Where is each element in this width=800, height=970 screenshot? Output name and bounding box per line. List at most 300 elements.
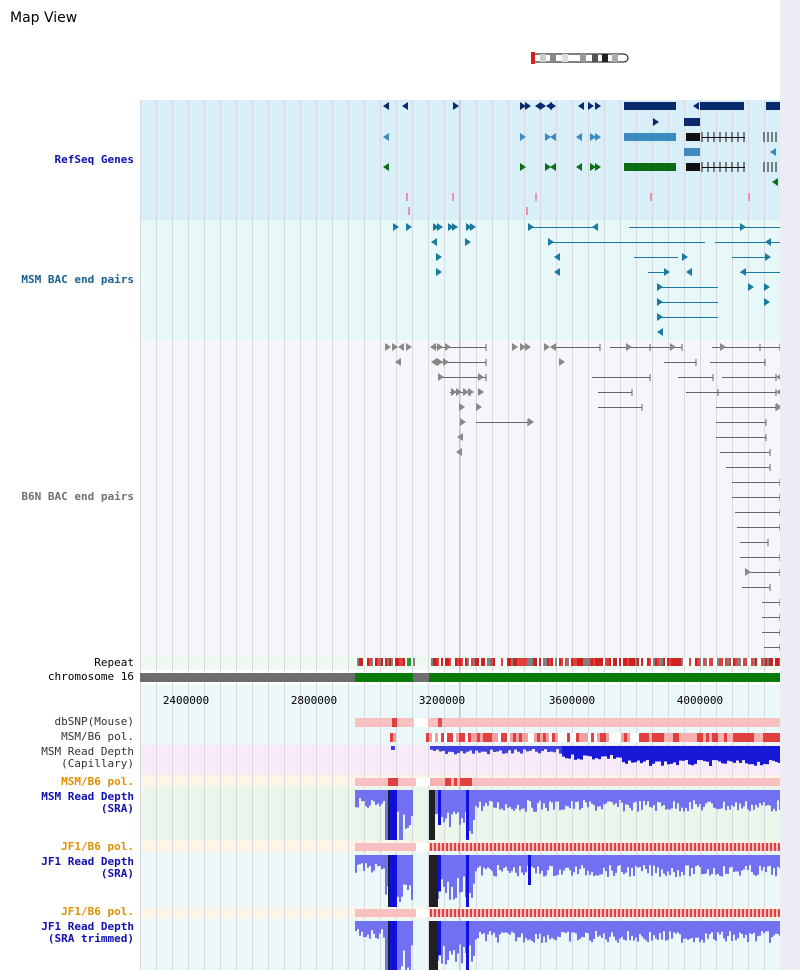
track-label-refseq[interactable]: RefSeq Genes xyxy=(54,153,134,166)
depth-bar xyxy=(765,855,767,872)
depth-bar xyxy=(433,746,436,751)
depth-bar xyxy=(635,855,637,866)
depth-bar xyxy=(497,855,499,865)
depth-bar xyxy=(603,855,605,868)
repeat-element xyxy=(513,658,515,666)
depth-bar xyxy=(719,921,721,935)
depth-bar xyxy=(635,790,637,802)
pol-cell xyxy=(510,733,513,742)
pol-cell xyxy=(588,733,591,742)
depth-bar xyxy=(491,790,493,801)
depth-bar xyxy=(631,855,633,868)
depth-bar xyxy=(699,790,701,804)
repeat-element xyxy=(527,658,529,666)
depth-bar xyxy=(493,746,496,752)
repeat-element xyxy=(477,658,479,666)
track-label-jf1-pol-1[interactable]: JF1/B6 pol. xyxy=(61,840,134,853)
depth-bar xyxy=(742,746,745,760)
depth-bar xyxy=(379,921,381,934)
pol-cell xyxy=(626,909,628,917)
repeat-element xyxy=(453,658,455,666)
pol-cell xyxy=(486,843,488,851)
repeat-element xyxy=(391,658,393,666)
depth-bar xyxy=(538,746,541,753)
depth-bar xyxy=(565,746,568,758)
repeat-element xyxy=(623,658,625,666)
pol-cell xyxy=(750,843,752,851)
pol-cell xyxy=(426,733,429,742)
repeat-element xyxy=(703,658,705,666)
pol-cell xyxy=(769,733,772,742)
depth-bar xyxy=(517,855,519,876)
pol-cell xyxy=(486,733,489,742)
depth-bar xyxy=(695,790,697,804)
depth-bar xyxy=(403,790,405,815)
pol-cell xyxy=(534,733,537,742)
depth-bar xyxy=(683,790,685,812)
pol-cell xyxy=(658,733,661,742)
repeat-element xyxy=(665,658,667,666)
repeat-element xyxy=(411,658,413,666)
pol-cell xyxy=(746,909,748,917)
depth-bar xyxy=(545,855,547,876)
pol-cell xyxy=(393,733,396,742)
depth-bar xyxy=(715,790,717,809)
pol-cell xyxy=(706,733,709,742)
depth-bar xyxy=(397,790,399,812)
pol-cell xyxy=(477,733,480,742)
pol-cell xyxy=(666,909,668,917)
depth-bar xyxy=(628,746,631,761)
depth-bar xyxy=(369,790,371,806)
depth-bar xyxy=(403,855,405,884)
depth-bar xyxy=(766,746,769,764)
depth-bar xyxy=(565,855,567,868)
genome-plot-svg[interactable] xyxy=(140,0,780,970)
depth-bar xyxy=(775,855,777,876)
depth-bar xyxy=(659,855,661,877)
pol-cell xyxy=(698,909,700,917)
repeat-element xyxy=(655,658,657,666)
depth-bar xyxy=(541,790,543,809)
pol-cell xyxy=(658,909,660,917)
depth-bar xyxy=(693,921,695,942)
depth-bar xyxy=(365,790,367,806)
pol-cell xyxy=(554,909,556,917)
pol-cell xyxy=(528,733,531,742)
depth-bar xyxy=(639,921,641,934)
depth-bar xyxy=(575,790,577,802)
depth-bar xyxy=(553,921,555,939)
depth-bar xyxy=(641,921,643,936)
depth-bar xyxy=(611,921,613,932)
repeat-element xyxy=(613,658,615,666)
depth-bar xyxy=(723,855,725,866)
pol-cell xyxy=(436,778,439,786)
depth-bar xyxy=(507,921,509,933)
repeat-element xyxy=(565,658,567,666)
axis-tick-label: 2800000 xyxy=(290,694,338,707)
track-label-msm-bac[interactable]: MSM BAC end pairs xyxy=(21,273,134,286)
depth-bar xyxy=(589,790,591,801)
depth-bar xyxy=(371,921,373,930)
depth-bar xyxy=(361,790,363,801)
depth-bar xyxy=(471,921,473,962)
repeat-element xyxy=(689,658,691,666)
depth-bar xyxy=(569,790,571,808)
pol-cell xyxy=(504,733,507,742)
repeat-element xyxy=(751,658,753,666)
track-label-b6n-bac[interactable]: B6N BAC end pairs xyxy=(21,490,134,503)
depth-bar xyxy=(385,790,387,840)
depth-bar xyxy=(607,855,609,877)
depth-bar xyxy=(651,921,653,941)
depth-bar xyxy=(517,790,519,805)
pol-cell xyxy=(691,733,694,742)
depth-bar xyxy=(669,921,671,931)
depth-bar xyxy=(401,790,403,840)
depth-bar xyxy=(621,855,623,872)
depth-bar xyxy=(681,855,683,872)
depth-bar xyxy=(457,790,459,812)
pol-cell xyxy=(474,909,476,917)
pol-cell xyxy=(482,909,484,917)
depth-bar xyxy=(747,921,749,942)
pol-cell xyxy=(576,733,579,742)
depth-bar xyxy=(703,921,705,943)
depth-bar xyxy=(633,790,635,803)
pol-cell xyxy=(706,843,708,851)
depth-bar xyxy=(357,921,359,929)
depth-bar xyxy=(553,855,555,876)
track-label-msm-depth-sra-1[interactable]: MSM Read Depth xyxy=(41,790,134,803)
repeat-element xyxy=(749,658,751,666)
repeat-element xyxy=(609,658,611,666)
track-label-msm-depth-cap-1[interactable]: MSM Read Depth xyxy=(41,745,134,758)
repeat-element xyxy=(367,658,369,666)
pol-cell xyxy=(469,778,472,786)
pol-cell xyxy=(758,909,760,917)
repeat-element xyxy=(533,658,535,666)
depth-peak xyxy=(466,790,469,840)
pol-cell xyxy=(441,733,444,742)
pol-cell xyxy=(770,909,772,917)
depth-bar xyxy=(625,921,627,941)
pol-cell xyxy=(586,909,588,917)
depth-bar xyxy=(593,921,595,939)
depth-bar xyxy=(651,790,653,808)
pol-cell xyxy=(594,733,597,742)
track-label-dbsnp[interactable]: dbSNP(Mouse) xyxy=(54,715,134,728)
depth-bar xyxy=(496,746,499,752)
pol-cell xyxy=(519,733,522,742)
genome-plot-area[interactable] xyxy=(140,0,780,970)
depth-bar xyxy=(625,790,627,804)
pol-cell xyxy=(622,843,624,851)
pol-cell xyxy=(614,843,616,851)
depth-bar xyxy=(555,790,557,802)
depth-bar xyxy=(615,855,617,873)
depth-bar xyxy=(591,790,593,804)
depth-bar xyxy=(693,855,695,874)
depth-bar xyxy=(373,790,375,801)
depth-bar xyxy=(737,790,739,810)
repeat-element xyxy=(697,658,699,666)
track-label-jf1-pol-2[interactable]: JF1/B6 pol. xyxy=(61,905,134,918)
depth-bar xyxy=(727,790,729,806)
depth-bar xyxy=(709,790,711,802)
depth-bar xyxy=(385,855,387,895)
depth-bar xyxy=(673,790,675,801)
pol-cell xyxy=(622,909,624,917)
repeat-element xyxy=(563,658,565,666)
repeat-element xyxy=(507,658,509,666)
depth-bar xyxy=(573,790,575,809)
depth-bar xyxy=(515,855,517,873)
depth-bar xyxy=(443,921,445,946)
repeat-element xyxy=(735,658,737,666)
depth-bar xyxy=(511,921,513,932)
repeat-element xyxy=(385,658,387,666)
depth-bar xyxy=(441,790,443,817)
depth-gap-dark xyxy=(429,790,435,840)
repeat-element xyxy=(431,658,433,666)
pol-cell xyxy=(439,778,442,786)
depth-bar xyxy=(637,790,639,812)
depth-bar xyxy=(508,746,511,750)
pol-cell xyxy=(489,733,492,742)
depth-bar xyxy=(657,921,659,940)
repeat-element xyxy=(707,658,709,666)
depth-bar xyxy=(685,746,688,760)
pol-cell xyxy=(546,733,549,742)
repeat-element xyxy=(721,658,723,666)
depth-bar xyxy=(407,921,409,967)
repeat-element xyxy=(403,658,405,666)
pol-cell xyxy=(626,843,628,851)
depth-bar xyxy=(733,790,735,807)
depth-bar xyxy=(369,921,371,939)
depth-bar xyxy=(677,855,679,870)
track-label-jf1-depth-sra-1[interactable]: JF1 Read Depth xyxy=(41,855,134,868)
pol-cell xyxy=(615,733,618,742)
repeat-element xyxy=(399,658,401,666)
pink-tick xyxy=(650,193,652,201)
pol-cell xyxy=(562,909,564,917)
repeat-element xyxy=(541,658,543,666)
depth-bar xyxy=(775,921,777,934)
repeat-element xyxy=(455,658,457,666)
depth-bar xyxy=(473,790,475,820)
depth-bar xyxy=(505,921,507,932)
depth-bar xyxy=(737,921,739,938)
depth-bar xyxy=(381,855,383,869)
depth-bar xyxy=(655,855,657,873)
repeat-element xyxy=(673,658,675,666)
repeat-element xyxy=(551,658,553,666)
depth-bar xyxy=(473,921,475,956)
depth-bar xyxy=(661,746,664,766)
depth-bar xyxy=(739,790,741,804)
repeat-element xyxy=(449,658,451,666)
depth-bar xyxy=(491,855,493,871)
pol-cell xyxy=(612,733,615,742)
repeat-element xyxy=(675,658,677,666)
depth-bar xyxy=(701,921,703,940)
pol-cell xyxy=(537,733,540,742)
depth-peak xyxy=(438,790,441,825)
depth-bar xyxy=(409,921,411,970)
depth-bar xyxy=(691,921,693,938)
depth-bar xyxy=(745,855,747,866)
depth-bar xyxy=(617,921,619,943)
depth-bar xyxy=(761,921,763,931)
pol-cell xyxy=(446,843,448,851)
pol-cell xyxy=(438,843,440,851)
depth-peak xyxy=(390,855,393,907)
depth-bar xyxy=(529,790,531,801)
repeat-element xyxy=(693,658,695,666)
pol-cell xyxy=(609,733,612,742)
depth-bar xyxy=(769,855,771,866)
pol-cell xyxy=(712,733,715,742)
depth-bar xyxy=(503,790,505,810)
depth-bar xyxy=(661,855,663,869)
depth-bar xyxy=(355,855,357,873)
pol-cell xyxy=(679,733,682,742)
pol-cell xyxy=(442,843,444,851)
pol-cell xyxy=(721,733,724,742)
depth-bar xyxy=(571,921,573,933)
depth-bar xyxy=(523,855,525,875)
repeat-element xyxy=(387,658,389,666)
depth-bar xyxy=(739,921,741,933)
pol-cell xyxy=(518,909,520,917)
repeat-element xyxy=(651,658,653,666)
depth-bar xyxy=(697,746,700,760)
track-label-msm-pol-2[interactable]: MSM/B6 pol. xyxy=(61,775,134,788)
depth-bar xyxy=(469,746,472,751)
pol-cell xyxy=(750,909,752,917)
depth-bar xyxy=(575,921,577,933)
depth-bar xyxy=(721,855,723,876)
repeat-element xyxy=(485,658,487,666)
depth-bar xyxy=(673,855,675,872)
depth-bar xyxy=(563,921,565,932)
gene-block xyxy=(684,148,700,156)
repeat-element xyxy=(663,658,665,666)
depth-bar xyxy=(533,855,535,868)
repeat-element xyxy=(483,658,485,666)
track-label-jf1-depth-trim-1[interactable]: JF1 Read Depth xyxy=(41,920,134,933)
depth-bar xyxy=(653,921,655,935)
depth-bar xyxy=(485,790,487,803)
pol-cell xyxy=(718,843,720,851)
repeat-element xyxy=(545,658,547,666)
pol-cell xyxy=(770,843,772,851)
pol-cell xyxy=(594,843,596,851)
depth-bar xyxy=(681,790,683,808)
track-label-msm-pol-1[interactable]: MSM/B6 pol. xyxy=(61,730,134,743)
depth-bar xyxy=(717,921,719,932)
depth-bar xyxy=(595,921,597,931)
pol-cell xyxy=(618,909,620,917)
depth-bar xyxy=(523,790,525,808)
pol-cell xyxy=(561,733,564,742)
pol-cell xyxy=(618,733,621,742)
depth-bar xyxy=(659,790,661,802)
depth-bar xyxy=(737,855,739,872)
pol-cell xyxy=(678,909,680,917)
pol-cell xyxy=(454,909,456,917)
pol-cell xyxy=(518,843,520,851)
depth-bar xyxy=(751,746,754,764)
pol-cell xyxy=(621,733,624,742)
depth-bar xyxy=(499,921,501,934)
depth-bar xyxy=(581,921,583,937)
depth-bar xyxy=(753,921,755,933)
depth-bar xyxy=(687,790,689,811)
gene-block xyxy=(684,118,700,126)
depth-bar xyxy=(503,855,505,868)
depth-bar xyxy=(761,790,763,805)
repeat-element xyxy=(517,658,519,666)
pol-cell xyxy=(465,733,468,742)
repeat-element xyxy=(603,658,605,666)
depth-bar xyxy=(455,921,457,962)
repeat-element xyxy=(405,658,407,666)
depth-bar xyxy=(739,855,741,876)
depth-bar xyxy=(453,921,455,950)
pol-cell xyxy=(686,909,688,917)
depth-bar xyxy=(493,790,495,808)
depth-bar xyxy=(765,790,767,806)
depth-bar xyxy=(523,921,525,942)
depth-bar xyxy=(593,790,595,805)
depth-bar xyxy=(753,790,755,810)
depth-bar xyxy=(701,790,703,810)
depth-bar xyxy=(475,746,478,751)
depth-bar xyxy=(665,790,667,810)
repeat-element xyxy=(631,658,633,666)
pol-cell xyxy=(438,909,440,917)
pol-cell xyxy=(774,843,776,851)
depth-bar xyxy=(773,790,775,809)
depth-bar xyxy=(757,790,759,807)
pol-cell xyxy=(538,909,540,917)
depth-bar xyxy=(555,855,557,875)
pol-cell xyxy=(630,909,632,917)
repeat-element xyxy=(757,658,759,666)
repeat-element xyxy=(763,658,765,666)
depth-bar xyxy=(537,921,539,939)
repeat-element xyxy=(737,658,739,666)
depth-bar xyxy=(669,855,671,875)
repeat-element xyxy=(487,658,489,666)
pol-cell xyxy=(674,909,676,917)
pol-cell xyxy=(510,909,512,917)
pol-cell xyxy=(706,909,708,917)
depth-bar xyxy=(707,855,709,869)
depth-bar xyxy=(397,921,399,970)
pol-cell xyxy=(490,843,492,851)
depth-bar xyxy=(505,855,507,867)
depth-bar xyxy=(759,921,761,936)
depth-bar xyxy=(727,746,730,761)
pol-cell xyxy=(682,909,684,917)
depth-bar xyxy=(525,855,527,872)
depth-bar xyxy=(495,790,497,808)
